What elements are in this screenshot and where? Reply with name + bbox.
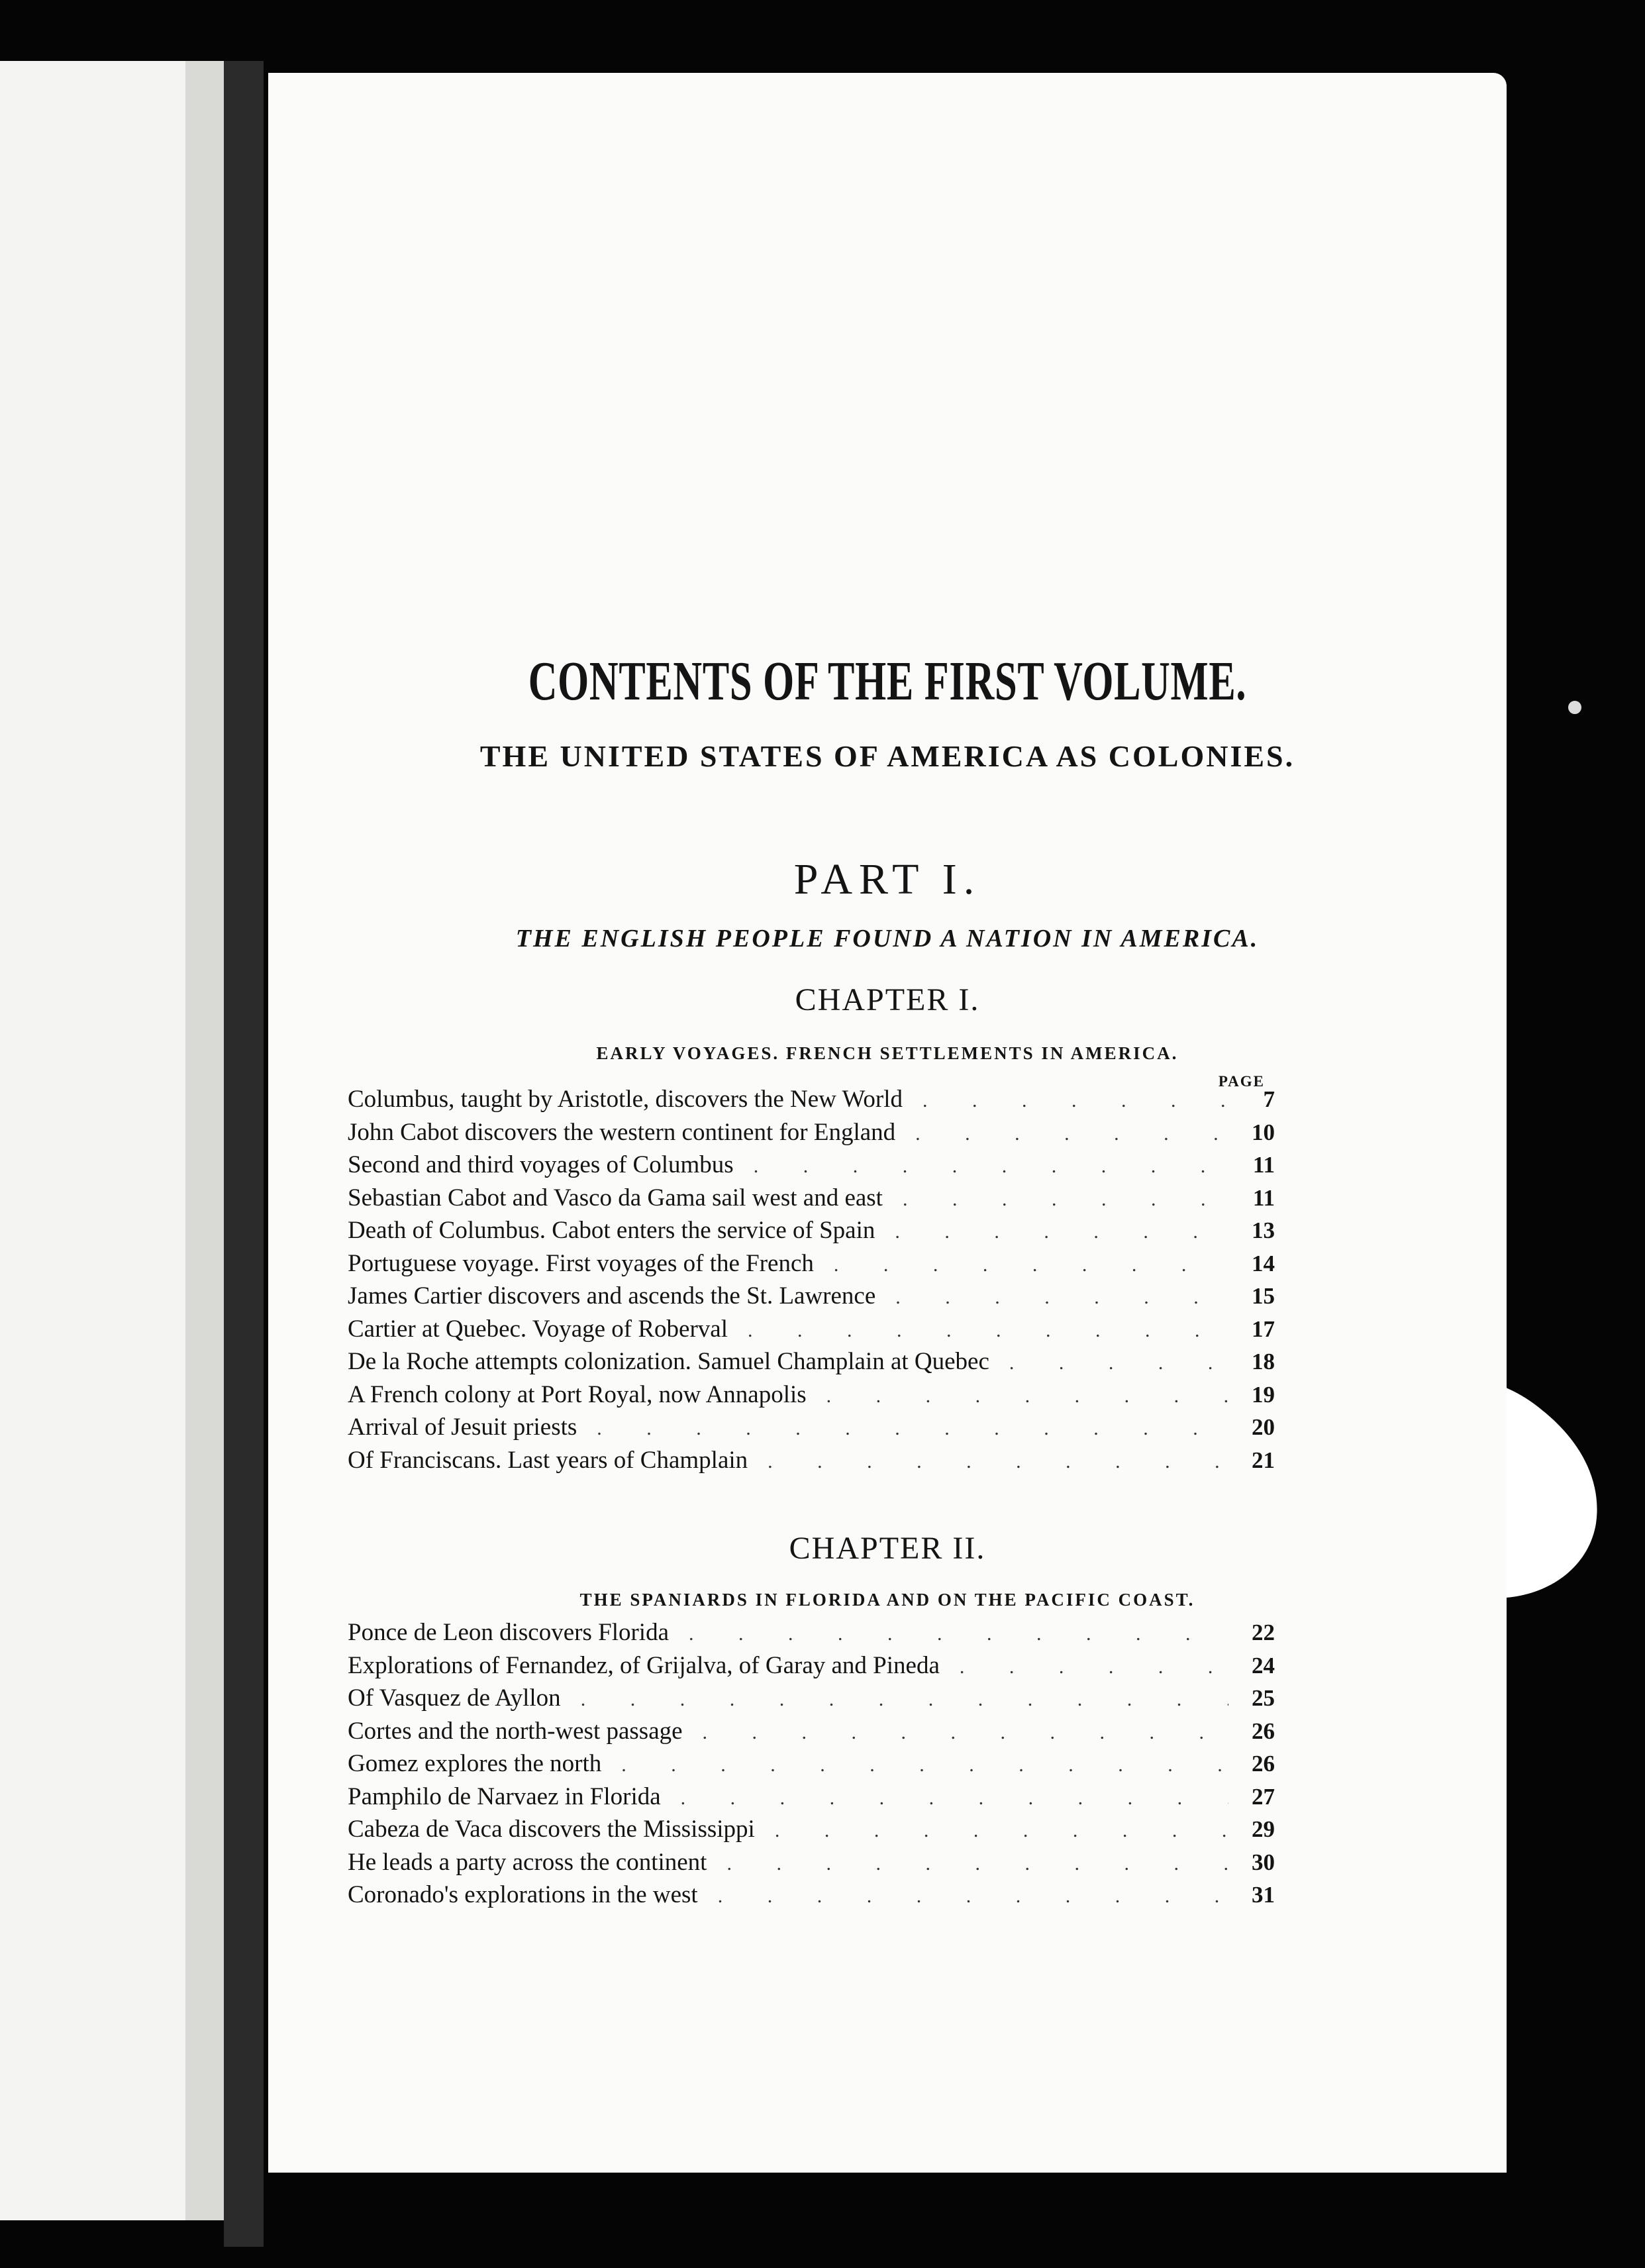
dot-leader <box>561 1683 1228 1716</box>
page-column-label: PAGE <box>1218 1073 1265 1090</box>
dot-leader <box>748 1445 1228 1478</box>
dot-leader <box>755 1814 1228 1847</box>
toc-entry-text: Arrival of Jesuit priests <box>348 1414 577 1441</box>
toc-page-number: 20 <box>1252 1414 1275 1440</box>
dot-leader <box>728 1314 1228 1347</box>
toc-entry[interactable] <box>348 1149 1275 1182</box>
contents-title: CONTENTS OF THE FIRST VOLUME. <box>528 650 1247 712</box>
toc-entry-text: Columbus, taught by Aristotle, discovers the New World <box>348 1086 903 1113</box>
toc-page-number: 19 <box>1252 1381 1275 1408</box>
dot-leader <box>683 1716 1228 1749</box>
toc-entry[interactable] <box>348 1846 1275 1879</box>
toc-entry-text: Coronado's explorations in the west <box>348 1881 698 1908</box>
dot-leader <box>707 1847 1228 1881</box>
toc-page-number: 21 <box>1252 1447 1275 1473</box>
toc-entry[interactable] <box>348 1182 1275 1215</box>
dot-leader <box>875 1281 1228 1314</box>
toc-entry[interactable] <box>348 1780 1275 1814</box>
toc-page-number: 15 <box>1252 1283 1275 1309</box>
toc-page-number: 10 <box>1252 1119 1275 1145</box>
speck-mark <box>1568 701 1581 714</box>
dot-leader <box>989 1347 1228 1380</box>
toc-entry-text: John Cabot discovers the western continent for England <box>348 1118 896 1146</box>
toc-entry[interactable] <box>348 1313 1275 1346</box>
dot-leader <box>669 1618 1228 1651</box>
chapter-1-toc-list <box>348 1083 1275 1476</box>
toc-entry[interactable] <box>348 1083 1275 1116</box>
dot-leader <box>577 1412 1228 1445</box>
dot-leader <box>895 1117 1228 1151</box>
toc-entry-text: Of Vasquez de Ayllon <box>348 1684 561 1712</box>
dot-leader <box>883 1183 1228 1216</box>
toc-entry[interactable] <box>348 1715 1275 1748</box>
toc-entry-text: Cartier at Quebec. Voyage of Roberval <box>348 1315 728 1343</box>
book-page <box>268 73 1507 2173</box>
toc-entry-text: Second and third voyages of Columbus <box>348 1151 734 1178</box>
toc-entry[interactable] <box>348 1682 1275 1715</box>
dot-leader <box>601 1749 1228 1782</box>
part-heading: PART I. <box>793 855 981 903</box>
toc-entry-text: Death of Columbus. Cabot enters the service of Spain <box>348 1217 875 1244</box>
toc-entry[interactable] <box>348 1649 1275 1682</box>
dot-leader <box>661 1782 1228 1815</box>
toc-entry[interactable] <box>348 1616 1275 1649</box>
toc-entry[interactable] <box>348 1345 1275 1378</box>
toc-entry[interactable] <box>348 1378 1275 1412</box>
dot-leader <box>814 1249 1228 1282</box>
part-subheading: THE ENGLISH PEOPLE FOUND A NATION IN AMERICA. <box>515 925 1260 953</box>
toc-entry-text: Portuguese voyage. First voyages of the French <box>348 1249 814 1277</box>
toc-entry-text: He leads a party across the continent <box>348 1848 707 1876</box>
toc-entry-text: Cabeza de Vaca discovers the Mississippi <box>348 1816 755 1843</box>
toc-entry-text: A French colony at Port Royal, now Annapolis <box>348 1380 807 1408</box>
toc-page-number: 11 <box>1252 1152 1275 1178</box>
toc-entry-text: Gomez explores the north <box>348 1750 602 1777</box>
toc-page-number: 22 <box>1252 1620 1275 1645</box>
toc-page-number: 31 <box>1252 1882 1275 1908</box>
toc-entry[interactable] <box>348 1247 1275 1280</box>
binding-gutter <box>224 61 264 2247</box>
toc-entry[interactable] <box>348 1444 1275 1477</box>
toc-page-number: 18 <box>1252 1349 1275 1374</box>
toc-page-number: 13 <box>1252 1217 1275 1243</box>
dot-leader <box>698 1880 1228 1913</box>
toc-page-number: 25 <box>1252 1685 1275 1711</box>
toc-entry[interactable] <box>348 1813 1275 1846</box>
dot-leader <box>940 1651 1228 1684</box>
chapter-1-subheading: EARLY VOYAGES. FRENCH SETTLEMENTS IN AMERICA. <box>596 1043 1179 1063</box>
chapter-2-heading: CHAPTER II. <box>789 1531 986 1566</box>
toc-page-number: 11 <box>1252 1184 1275 1211</box>
toc-entry-text: Explorations of Fernandez, of Grijalva, of Garay and Pineda <box>348 1651 940 1679</box>
toc-page-number: 26 <box>1252 1718 1275 1744</box>
toc-page-number: 27 <box>1252 1783 1275 1810</box>
toc-entry[interactable] <box>348 1280 1275 1313</box>
toc-entry-text: Sebastian Cabot and Vasco da Gama sail west and east <box>348 1184 883 1211</box>
toc-entry-text: Cortes and the north-west passage <box>348 1717 683 1745</box>
toc-entry-text: Pamphilo de Narvaez in Florida <box>348 1782 661 1810</box>
toc-entry[interactable] <box>348 1214 1275 1247</box>
toc-page-number: 7 <box>1263 1086 1275 1112</box>
toc-page-number: 30 <box>1252 1849 1275 1875</box>
toc-entry[interactable] <box>348 1747 1275 1780</box>
toc-entry-text: Of Franciscans. Last years of Champlain <box>348 1446 748 1474</box>
chapter-2-toc-list <box>348 1616 1275 1912</box>
toc-entry[interactable] <box>348 1116 1275 1149</box>
volume-subtitle: THE UNITED STATES OF AMERICA AS COLONIES. <box>479 739 1295 773</box>
toc-page-number: 29 <box>1252 1816 1275 1842</box>
toc-page-number: 26 <box>1252 1751 1275 1777</box>
toc-entry[interactable] <box>348 1411 1275 1444</box>
toc-page-number: 14 <box>1252 1250 1275 1276</box>
dot-leader <box>807 1380 1228 1413</box>
toc-page-number: 17 <box>1252 1315 1275 1342</box>
dot-leader <box>903 1084 1228 1117</box>
toc-page-number: 24 <box>1252 1652 1275 1678</box>
toc-entry-text: De la Roche attempts colonization. Samuel Champlain at Quebec <box>348 1348 989 1375</box>
dot-leader <box>734 1150 1228 1183</box>
chapter-1-heading: CHAPTER I. <box>795 982 980 1017</box>
toc-entry-text: James Cartier discovers and ascends the St. Lawrence <box>348 1282 876 1310</box>
toc-entry-text: Ponce de Leon discovers Florida <box>348 1619 669 1646</box>
dot-leader <box>875 1215 1228 1249</box>
toc-entry[interactable] <box>348 1879 1275 1912</box>
chapter-2-subheading: THE SPANIARDS IN FLORIDA AND ON THE PACIFIC COAST. <box>579 1590 1195 1610</box>
